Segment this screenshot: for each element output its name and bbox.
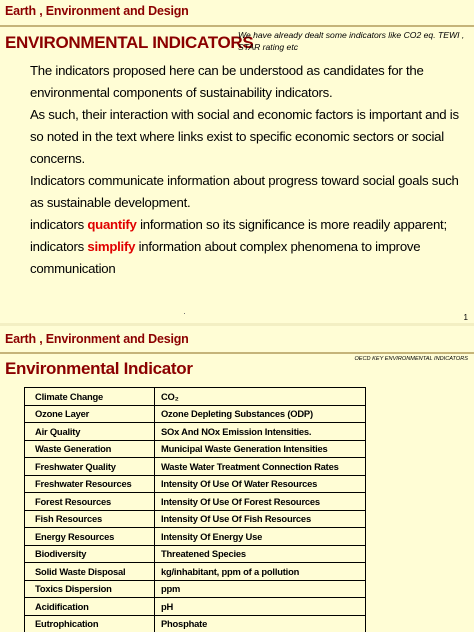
table-row [25, 405, 366, 423]
indicator-cell: Municipal Waste Generation Intensities [154, 440, 365, 458]
table-row [25, 598, 366, 616]
table-row [25, 615, 366, 632]
indicator-cell: ppm [154, 580, 365, 598]
table-row [25, 440, 366, 458]
table-row [25, 475, 366, 493]
issue-cell: Waste Generation [25, 440, 155, 458]
course-header: Earth , Environment and Design [5, 332, 189, 346]
slide-title: Environmental Indicator [5, 359, 193, 378]
paragraph-2: As such, their interaction with social and economic factors is important and is so noted in the text where links exist to specific economic sectors or social concerns. [30, 107, 459, 166]
header-divider [0, 25, 474, 27]
table-row [25, 545, 366, 563]
paragraph-5 [30, 236, 468, 280]
keyword-simplify: simplify [87, 239, 136, 254]
issue-cell: Freshwater Resources [25, 475, 155, 493]
indicator-cell: Threatened Species [154, 545, 365, 563]
slide-title: ENVIRONMENTAL INDICATORS [5, 33, 254, 52]
indicator-table [24, 387, 366, 632]
indicator-cell: Intensity Of Energy Use [154, 528, 365, 546]
issue-cell: Air Quality [25, 423, 155, 441]
slide-2 [0, 326, 474, 632]
table-row [25, 510, 366, 528]
paragraph-5-prefix: indicators [30, 239, 88, 254]
table-row [25, 528, 366, 546]
indicator-cell: CO₂ [154, 388, 365, 406]
indicator-cell: pH [154, 598, 365, 616]
indicator-cell: Intensity Of Use Of Forest Resources [154, 493, 365, 511]
side-note: We have already dealt some indicators like CO2 eq. TEWI , STAR rating etc [238, 30, 465, 52]
course-header: Earth , Environment and Design [5, 4, 189, 18]
paragraph-4 [30, 214, 468, 236]
slide-body [30, 60, 468, 280]
table-row [25, 388, 366, 406]
paragraph-4-suffix: information so its significance is more readily apparent; [136, 217, 447, 232]
slide-header [0, 326, 474, 352]
issue-cell: Acidification [25, 598, 155, 616]
indicator-cell: SOx And NOx Emission Intensities. [154, 423, 365, 441]
paragraph-4-prefix: indicators [30, 217, 88, 232]
table-row [25, 493, 366, 511]
issue-cell: Toxics Dispersion [25, 580, 155, 598]
indicator-cell: Ozone Depleting Substances (ODP) [154, 405, 365, 423]
indicator-cell: Phosphate [154, 615, 365, 632]
header-divider [0, 352, 474, 354]
indicator-cell: Waste Water Treatment Connection Rates [154, 458, 365, 476]
issue-cell: Ozone Layer [25, 405, 155, 423]
table-row [25, 563, 366, 581]
indicator-table-body [25, 388, 366, 632]
table-row [25, 458, 366, 476]
indicator-cell: kg/inhabitant, ppm of a pollution [154, 563, 365, 581]
keyword-quantify: quantify [87, 217, 137, 232]
issue-cell: Forest Resources [25, 493, 155, 511]
paragraph-5-suffix: information about complex phenomena to improve communication [30, 239, 421, 276]
issue-cell: Eutrophication [25, 615, 155, 632]
issue-cell: Climate Change [25, 388, 155, 406]
table-row [25, 423, 366, 441]
slide-header [0, 0, 474, 26]
issue-cell: Solid Waste Disposal [25, 563, 155, 581]
paragraph-1: The indicators proposed here can be understood as candidates for the environmental components of sustainability indicators. [30, 63, 424, 100]
page-number: 1 [463, 313, 468, 322]
paragraph-3: Indicators communicate information about progress toward social goals such as sustainable development. [30, 173, 459, 210]
issue-cell: Freshwater Quality [25, 458, 155, 476]
side-note: OECD KEY ENVIRONMENTAL INDICATORS [354, 356, 468, 362]
indicator-cell: Intensity Of Use Of Fish Resources [154, 510, 365, 528]
issue-cell: Energy Resources [25, 528, 155, 546]
issue-cell: Biodiversity [25, 545, 155, 563]
stray-mark [184, 313, 185, 314]
indicator-cell: Intensity Of Use Of Water Resources [154, 475, 365, 493]
issue-cell: Fish Resources [25, 510, 155, 528]
table-row [25, 580, 366, 598]
